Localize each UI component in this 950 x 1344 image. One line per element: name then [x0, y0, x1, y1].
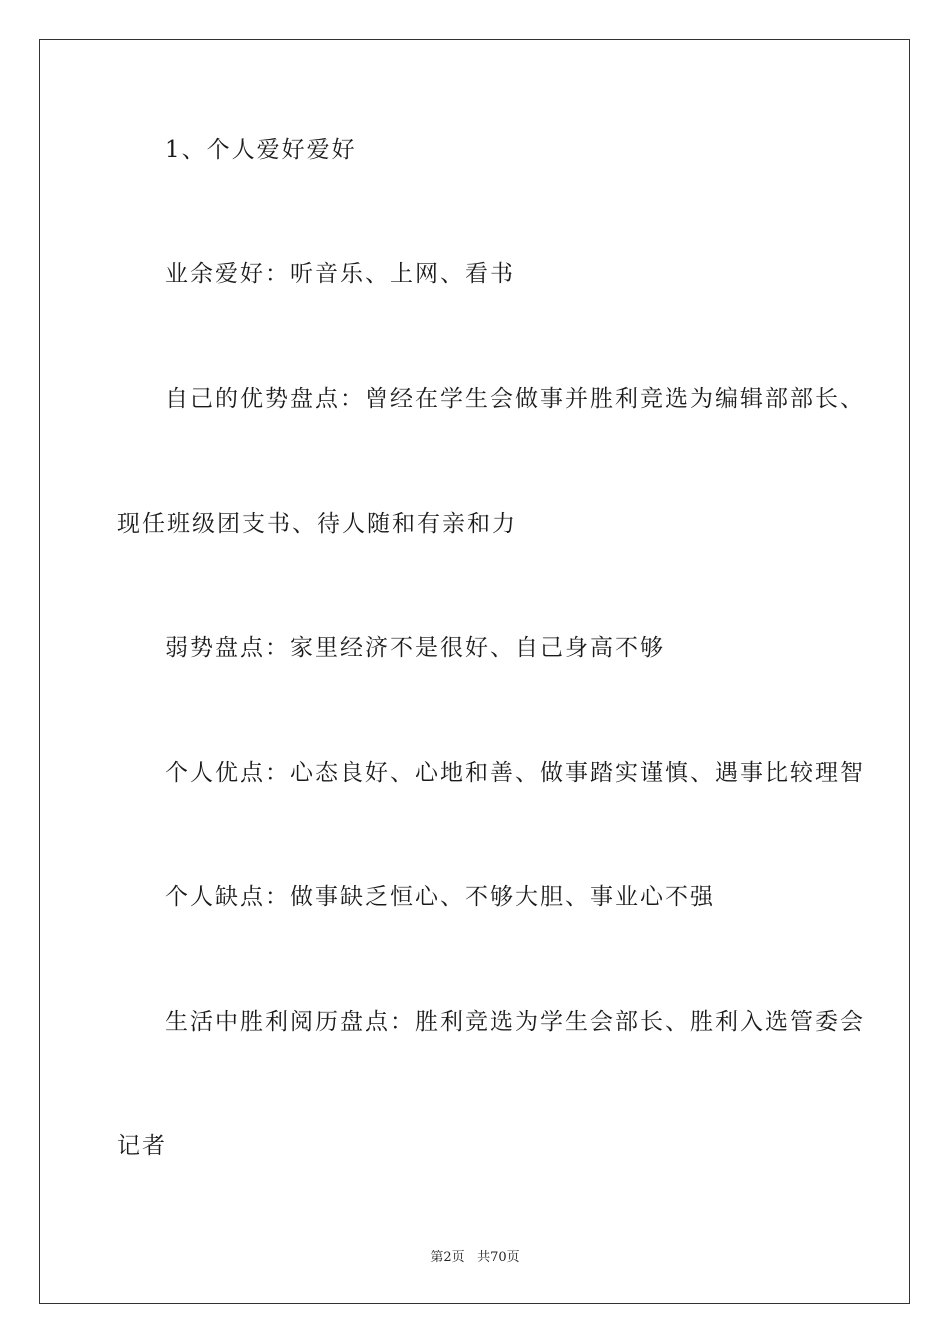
paragraph-experience: 生活中胜利阅历盘点：胜利竞选为学生会部长、胜利入选管委会	[165, 1009, 865, 1035]
page-border	[39, 39, 910, 1304]
paragraph-hobbies: 业余爱好：听音乐、上网、看书	[165, 261, 515, 287]
page-number: 第2页	[430, 1250, 465, 1265]
paragraph-strengths: 自己的优势盘点：曾经在学生会做事并胜利竞选为编辑部部长、	[165, 386, 865, 412]
paragraph-strengths-continued: 现任班级团支书、待人随和有亲和力	[117, 511, 517, 537]
paragraph-merits: 个人优点：心态良好、心地和善、做事踏实谨慎、遇事比较理智	[165, 760, 865, 786]
section-heading: 1、个人爱好爱好	[165, 137, 357, 163]
paragraph-experience-continued: 记者	[117, 1133, 167, 1159]
page-footer	[0, 1246, 950, 1265]
paragraph-shortcomings: 个人缺点：做事缺乏恒心、不够大胆、事业心不强	[165, 884, 715, 910]
page-total: 共70页	[477, 1250, 520, 1265]
paragraph-weaknesses: 弱势盘点：家里经济不是很好、自己身高不够	[165, 635, 665, 661]
